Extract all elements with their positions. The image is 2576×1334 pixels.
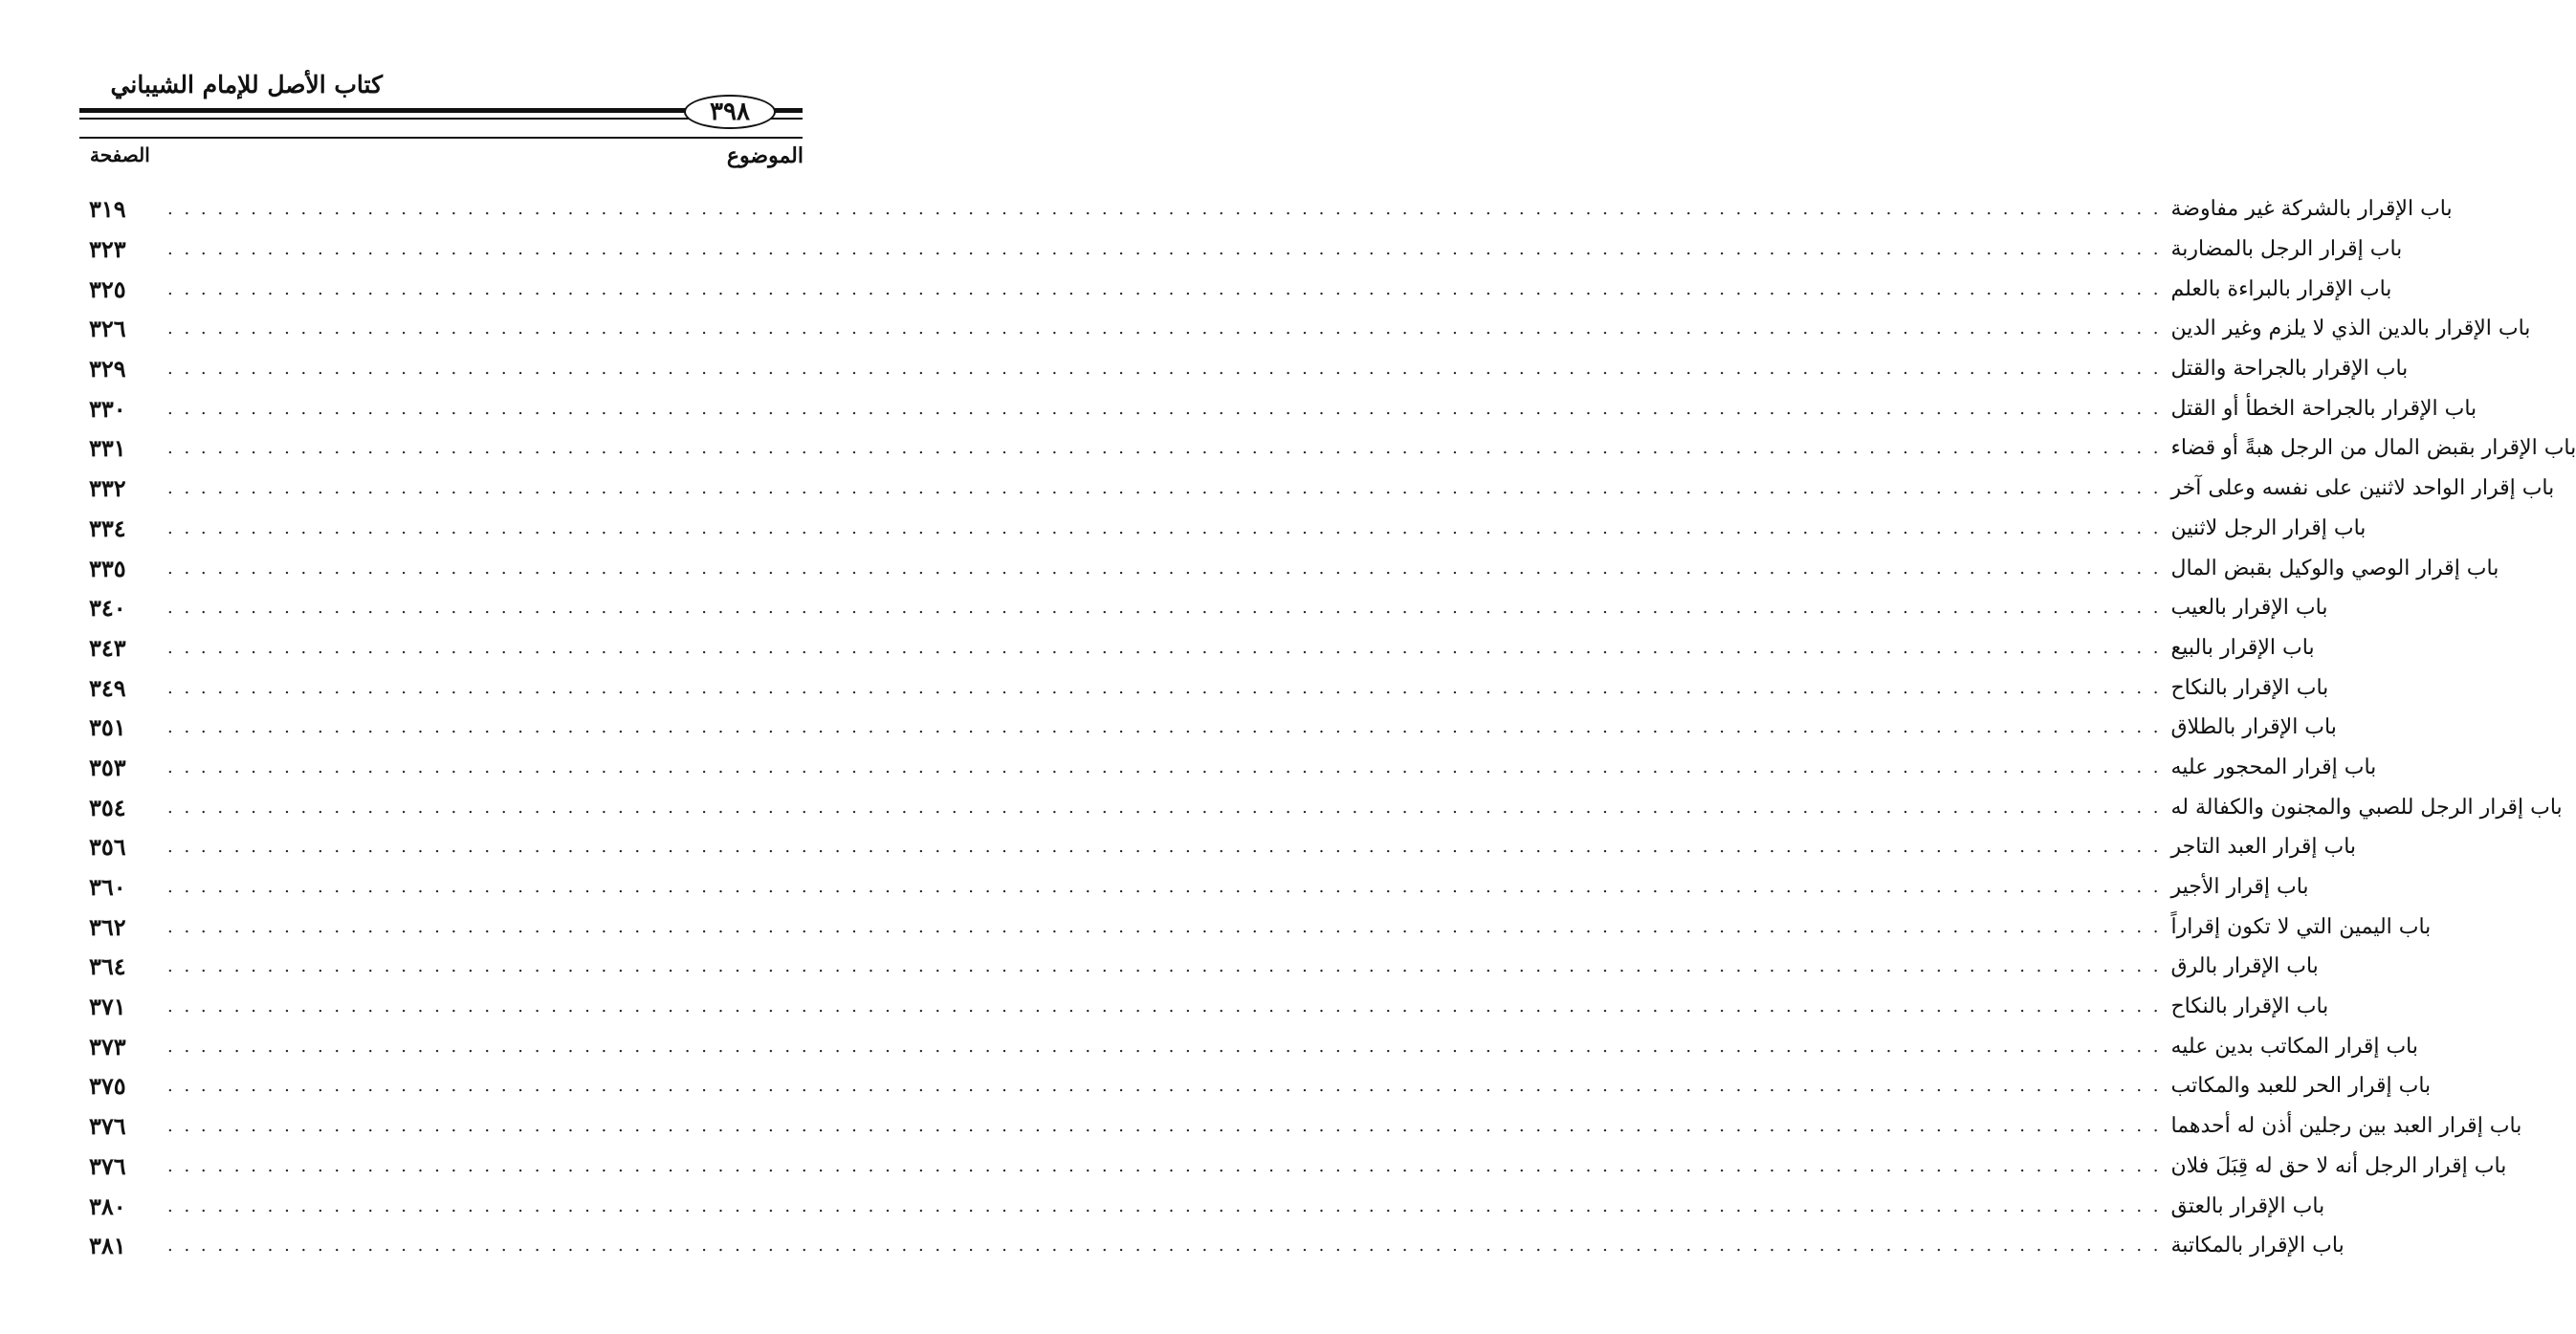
toc-entry-page: ٣٨٠ [89,1192,126,1220]
toc-entry-title: باب إقرار الرجل بالمضاربة [2170,237,2403,262]
toc-entry-title: باب إقرار الوصي والوكيل بقبض المال [2170,556,2499,580]
toc-entry [89,349,2409,389]
toc-entry-page: ٣٦٠ [89,873,126,902]
toc-dot-leader: . . . . . . . . . . . . . . . . . . . . . . . . . . . . . . . . . . . . . . . . . . . . . . . . . . . . . . . . . . . . . . . . . . . . . . . . . . . . . . . . . . . . . . . . . . . . . . . . . . . . . . . . . . . . . . . . . . . . . . . . [167,239,2162,260]
column-header-topic: الموضوع [726,143,804,168]
toc-entry-page: ٣٣٠ [89,394,126,423]
toc-entry-page: ٣٥٣ [89,753,126,781]
toc-entry [89,748,2377,788]
toc-dot-leader: . . . . . . . . . . . . . . . . . . . . . . . . . . . . . . . . . . . . . . . . . . . . . . . . . . . . . . . . . . . . . . . . . . . . . . . . . . . . . . . . . . . . . . . . . . . . . . . . . . . . . . . . . . . . . . . . . . . . . . . . [167,756,2162,777]
toc-entry-title: باب إقرار المحجور عليه [2170,754,2377,779]
toc-dot-leader: . . . . . . . . . . . . . . . . . . . . . . . . . . . . . . . . . . . . . . . . . . . . . . . . . . . . . . . . . . . . . . . . . . . . . . . . . . . . . . . . . . . . . . . . . . . . . . . . . . . . . . . . . . . . . . . . . . . . . . . . [167,278,2162,299]
toc-dot-leader: . . . . . . . . . . . . . . . . . . . . . . . . . . . . . . . . . . . . . . . . . . . . . . . . . . . . . . . . . . . . . . . . . . . . . . . . . . . . . . . . . . . . . . . . . . . . . . . . . . . . . . . . . . . . . . . . . . . . . . . . [167,637,2162,658]
toc-entry-page: ٣٧٣ [89,1032,126,1061]
toc-entry-page: ٣٣٥ [89,554,126,582]
toc-dot-leader: . . . . . . . . . . . . . . . . . . . . . . . . . . . . . . . . . . . . . . . . . . . . . . . . . . . . . . . . . . . . . . . . . . . . . . . . . . . . . . . . . . . . . . . . . . . . . . . . . . . . . . . . . . . . . . . . . . . . . . . . [167,1076,2162,1097]
toc-dot-leader: . . . . . . . . . . . . . . . . . . . . . . . . . . . . . . . . . . . . . . . . . . . . . . . . . . . . . . . . . . . . . . . . . . . . . . . . . . . . . . . . . . . . . . . . . . . . . . . . . . . . . . . . . . . . . . . . . . . . . . . . [167,877,2162,898]
toc-dot-leader: . . . . . . . . . . . . . . . . . . . . . . . . . . . . . . . . . . . . . . . . . . . . . . . . . . . . . . . . . . . . . . . . . . . . . . . . . . . . . . . . . . . . . . . . . . . . . . . . . . . . . . . . . . . . . . . . . . . . . . . . [167,1116,2162,1137]
toc-dot-leader: . . . . . . . . . . . . . . . . . . . . . . . . . . . . . . . . . . . . . . . . . . . . . . . . . . . . . . . . . . . . . . . . . . . . . . . . . . . . . . . . . . . . . . . . . . . . . . . . . . . . . . . . . . . . . . . . . . . . . . . . [167,717,2162,738]
toc-entry-title: باب الإقرار بالشركة غير مفاوضة [2170,197,2453,222]
toc-entry [89,827,2357,867]
toc-entry [89,189,2453,230]
toc-entry [89,588,2328,628]
toc-entry [89,548,2499,588]
toc-entry-title: باب الإقرار بالمكاتبة [2170,1234,2345,1258]
toc-entry-title: باب إقرار الرجل لاثنين [2170,515,2367,540]
toc-dot-leader: . . . . . . . . . . . . . . . . . . . . . . . . . . . . . . . . . . . . . . . . . . . . . . . . . . . . . . . . . . . . . . . . . . . . . . . . . . . . . . . . . . . . . . . . . . . . . . . . . . . . . . . . . . . . . . . . . . . . . . . . [167,996,2162,1017]
toc-entry-title: باب إقرار العبد بين رجلين أذن له أحدهما [2170,1114,2522,1139]
toc-entry-title: باب الإقرار بالطلاق [2170,715,2337,740]
toc-list [89,189,2576,1266]
toc-entry-title: باب الإقرار بالرق [2170,954,2319,979]
toc-dot-leader: . . . . . . . . . . . . . . . . . . . . . . . . . . . . . . . . . . . . . . . . . . . . . . . . . . . . . . . . . . . . . . . . . . . . . . . . . . . . . . . . . . . . . . . . . . . . . . . . . . . . . . . . . . . . . . . . . . . . . . . . [167,956,2162,977]
toc-entry-page: ٣٢٥ [89,274,126,303]
toc-dot-leader: . . . . . . . . . . . . . . . . . . . . . . . . . . . . . . . . . . . . . . . . . . . . . . . . . . . . . . . . . . . . . . . . . . . . . . . . . . . . . . . . . . . . . . . . . . . . . . . . . . . . . . . . . . . . . . . . . . . . . . . . [167,1195,2162,1216]
toc-dot-leader: . . . . . . . . . . . . . . . . . . . . . . . . . . . . . . . . . . . . . . . . . . . . . . . . . . . . . . . . . . . . . . . . . . . . . . . . . . . . . . . . . . . . . . . . . . . . . . . . . . . . . . . . . . . . . . . . . . . . . . . . [167,517,2162,538]
toc-entry-title: باب الإقرار بقبض المال من الرجل هبةً أو قضاء [2170,436,2576,461]
toc-entry [89,1147,2507,1187]
toc-entry [89,469,2555,509]
toc-entry-page: ٣٢٦ [89,315,126,343]
toc-entry [89,708,2337,748]
toc-entry-page: ٣٥٦ [89,833,126,862]
toc-entry-title: باب الإقرار بالنكاح [2170,675,2329,700]
toc-entry-title: باب الإقرار بالبراءة بالعلم [2170,276,2392,301]
toc-dot-leader: . . . . . . . . . . . . . . . . . . . . . . . . . . . . . . . . . . . . . . . . . . . . . . . . . . . . . . . . . . . . . . . . . . . . . . . . . . . . . . . . . . . . . . . . . . . . . . . . . . . . . . . . . . . . . . . . . . . . . . . . [167,558,2162,579]
toc-entry-page: ٣٧١ [89,993,126,1021]
toc-entry-page: ٣٨١ [89,1232,126,1260]
toc-entry [89,947,2319,987]
toc-entry-page: ٣٦٤ [89,952,126,981]
toc-entry [89,1026,2418,1066]
toc-entry [89,1066,2432,1106]
column-header-rule [79,137,803,139]
toc-entry-page: ٣٣٢ [89,474,126,503]
column-header-page: الصفحة [90,143,150,166]
book-title: كتاب الأصل للإمام الشيباني [110,71,383,98]
toc-entry-page: ٣٢٣ [89,235,126,264]
toc-entry-title: باب الإقرار بالجراحة الخطأ أو القتل [2170,396,2477,421]
toc-entry [89,388,2477,428]
toc-dot-leader: . . . . . . . . . . . . . . . . . . . . . . . . . . . . . . . . . . . . . . . . . . . . . . . . . . . . . . . . . . . . . . . . . . . . . . . . . . . . . . . . . . . . . . . . . . . . . . . . . . . . . . . . . . . . . . . . . . . . . . . . [167,1155,2162,1176]
toc-dot-leader: . . . . . . . . . . . . . . . . . . . . . . . . . . . . . . . . . . . . . . . . . . . . . . . . . . . . . . . . . . . . . . . . . . . . . . . . . . . . . . . . . . . . . . . . . . . . . . . . . . . . . . . . . . . . . . . . . . . . . . . . [167,478,2162,499]
toc-dot-leader: . . . . . . . . . . . . . . . . . . . . . . . . . . . . . . . . . . . . . . . . . . . . . . . . . . . . . . . . . . . . . . . . . . . . . . . . . . . . . . . . . . . . . . . . . . . . . . . . . . . . . . . . . . . . . . . . . . . . . . . . [167,677,2162,698]
toc-entry-page: ٣٧٦ [89,1151,126,1180]
toc-entry-page: ٣٥١ [89,713,126,742]
toc-entry-title: باب إقرار المكاتب بدين عليه [2170,1034,2418,1059]
toc-entry-title: باب الإقرار بالدين الذي لا يلزم وغير الدين [2170,317,2531,341]
toc-dot-leader: . . . . . . . . . . . . . . . . . . . . . . . . . . . . . . . . . . . . . . . . . . . . . . . . . . . . . . . . . . . . . . . . . . . . . . . . . . . . . . . . . . . . . . . . . . . . . . . . . . . . . . . . . . . . . . . . . . . . . . . . [167,398,2162,419]
toc-entry [89,867,2309,908]
page-number: ٣٩٨ [710,98,750,126]
toc-entry [89,1226,2345,1266]
toc-entry-title: باب اليمين التي لا تكون إقراراً [2170,914,2432,939]
toc-entry-title: باب الإقرار بالعتق [2170,1193,2325,1218]
toc-entry-page: ٣٥٤ [89,793,126,821]
toc-entry [89,309,2531,349]
toc-entry [89,787,2563,827]
toc-dot-leader: . . . . . . . . . . . . . . . . . . . . . . . . . . . . . . . . . . . . . . . . . . . . . . . . . . . . . . . . . . . . . . . . . . . . . . . . . . . . . . . . . . . . . . . . . . . . . . . . . . . . . . . . . . . . . . . . . . . . . . . . [167,797,2162,818]
toc-dot-leader: . . . . . . . . . . . . . . . . . . . . . . . . . . . . . . . . . . . . . . . . . . . . . . . . . . . . . . . . . . . . . . . . . . . . . . . . . . . . . . . . . . . . . . . . . . . . . . . . . . . . . . . . . . . . . . . . . . . . . . . . [167,837,2162,858]
toc-entry-title: باب إقرار العبد التاجر [2170,835,2357,860]
toc-dot-leader: . . . . . . . . . . . . . . . . . . . . . . . . . . . . . . . . . . . . . . . . . . . . . . . . . . . . . . . . . . . . . . . . . . . . . . . . . . . . . . . . . . . . . . . . . . . . . . . . . . . . . . . . . . . . . . . . . . . . . . . . [167,318,2162,339]
toc-dot-leader: . . . . . . . . . . . . . . . . . . . . . . . . . . . . . . . . . . . . . . . . . . . . . . . . . . . . . . . . . . . . . . . . . . . . . . . . . . . . . . . . . . . . . . . . . . . . . . . . . . . . . . . . . . . . . . . . . . . . . . . . [167,916,2162,937]
page-number-oval [684,95,776,129]
toc-entry-title: باب الإقرار بالنكاح [2170,995,2329,1019]
toc-dot-leader: . . . . . . . . . . . . . . . . . . . . . . . . . . . . . . . . . . . . . . . . . . . . . . . . . . . . . . . . . . . . . . . . . . . . . . . . . . . . . . . . . . . . . . . . . . . . . . . . . . . . . . . . . . . . . . . . . . . . . . . . [167,1036,2162,1057]
toc-dot-leader: . . . . . . . . . . . . . . . . . . . . . . . . . . . . . . . . . . . . . . . . . . . . . . . . . . . . . . . . . . . . . . . . . . . . . . . . . . . . . . . . . . . . . . . . . . . . . . . . . . . . . . . . . . . . . . . . . . . . . . . . [167,359,2162,380]
toc-entry-title: باب إقرار الرجل أنه لا حق له قِبَلَ فلان [2170,1153,2507,1178]
toc-entry [89,509,2367,549]
toc-entry-title: باب إقرار الرجل للصبي والمجنون والكفالة له [2170,795,2563,820]
toc-entry-title: باب إقرار الواحد لاثنين على نفسه وعلى آخر [2170,476,2555,501]
toc-dot-leader: . . . . . . . . . . . . . . . . . . . . . . . . . . . . . . . . . . . . . . . . . . . . . . . . . . . . . . . . . . . . . . . . . . . . . . . . . . . . . . . . . . . . . . . . . . . . . . . . . . . . . . . . . . . . . . . . . . . . . . . . [167,598,2162,619]
toc-entry-page: ٣٦٢ [89,912,126,941]
toc-dot-leader: . . . . . . . . . . . . . . . . . . . . . . . . . . . . . . . . . . . . . . . . . . . . . . . . . . . . . . . . . . . . . . . . . . . . . . . . . . . . . . . . . . . . . . . . . . . . . . . . . . . . . . . . . . . . . . . . . . . . . . . . [167,199,2162,220]
toc-entry-page: ٣١٩ [89,195,126,224]
toc-entry [89,667,2329,708]
toc-entry-page: ٣٤٠ [89,594,126,623]
toc-entry [89,1106,2522,1147]
toc-entry-page: ٣٣٤ [89,514,126,542]
toc-entry-page: ٣٢٩ [89,355,126,383]
toc-entry-title: باب إقرار الأجير [2170,875,2309,900]
toc-entry [89,628,2315,668]
toc-entry-title: باب الإقرار بالعيب [2170,596,2328,621]
toc-dot-leader: . . . . . . . . . . . . . . . . . . . . . . . . . . . . . . . . . . . . . . . . . . . . . . . . . . . . . . . . . . . . . . . . . . . . . . . . . . . . . . . . . . . . . . . . . . . . . . . . . . . . . . . . . . . . . . . . . . . . . . . . [167,1236,2162,1257]
toc-entry-page: ٣٤٣ [89,633,126,662]
toc-entry-page: ٣٧٦ [89,1112,126,1141]
toc-entry [89,907,2432,947]
toc-entry-page: ٣٧٥ [89,1072,126,1101]
toc-entry-page: ٣٣١ [89,434,126,463]
toc-entry [89,987,2329,1027]
toc-entry-title: باب إقرار الحر للعبد والمكاتب [2170,1074,2432,1099]
toc-entry-title: باب الإقرار بالبيع [2170,635,2315,660]
toc-dot-leader: . . . . . . . . . . . . . . . . . . . . . . . . . . . . . . . . . . . . . . . . . . . . . . . . . . . . . . . . . . . . . . . . . . . . . . . . . . . . . . . . . . . . . . . . . . . . . . . . . . . . . . . . . . . . . . . . . . . . . . . . [167,438,2162,459]
toc-entry [89,269,2392,309]
toc-entry-title: باب الإقرار بالجراحة والقتل [2170,357,2409,382]
toc-entry-page: ٣٤٩ [89,673,126,702]
toc-entry [89,1186,2325,1226]
toc-entry [89,230,2403,270]
toc-entry [89,428,2576,469]
